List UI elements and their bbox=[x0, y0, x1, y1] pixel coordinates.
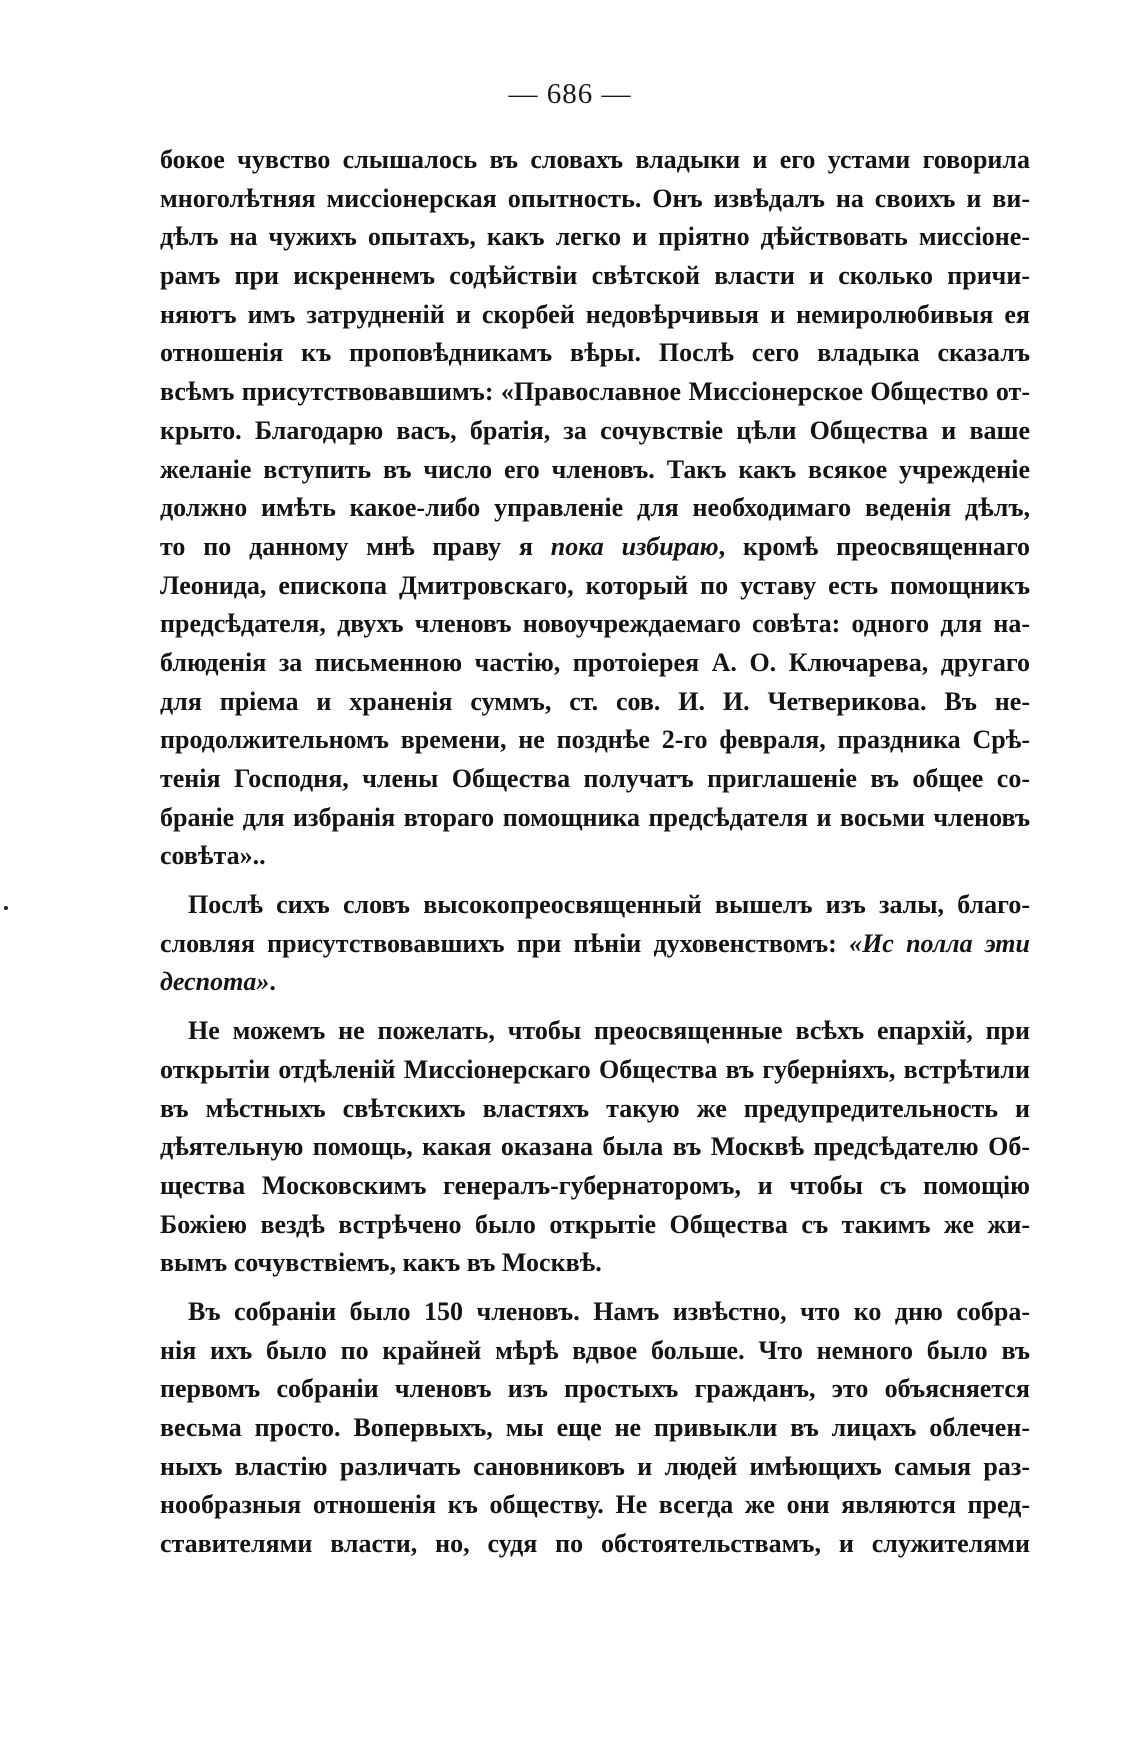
text-line: дѣлъ на чужихъ опытахъ, какъ легко и пріятно дѣйствовать миссіоне- bbox=[160, 222, 1030, 252]
text-line: многолѣтняя миссіонерская опытность. Онъ извѣдалъ на своихъ и ви- bbox=[160, 183, 1030, 213]
text-line-with-italic bbox=[160, 963, 1030, 1002]
text-line: бокое чувство слышалось въ словахъ владыки и его устами говорила bbox=[160, 145, 1030, 174]
text-line: совѣта».. bbox=[160, 841, 266, 871]
text-line: Послѣ сихъ словъ высокопреосвященный вышелъ изъ залы, благо- bbox=[188, 890, 1030, 920]
text-line: рамъ при искреннемъ содѣйствіи свѣтской власти и сколько причи- bbox=[160, 261, 1030, 291]
text-line: желаніе вступить въ число его членовъ. Такъ какъ всякое учрежденіе bbox=[160, 454, 1030, 484]
text-line: Не можемъ не пожелать, чтобы преосвященные всѣхъ епархій, при bbox=[188, 1016, 1030, 1046]
text-line: браніе для избранія втораго помощника предсѣдателя и восьми членовъ bbox=[160, 802, 1030, 832]
text-line: блюденія за письменною частію, протоіерея А. О. Ключарева, другаго bbox=[160, 647, 1030, 677]
text-fragment: . bbox=[269, 967, 276, 997]
paragraph-gap bbox=[160, 1283, 1030, 1293]
paragraph-gap bbox=[160, 876, 1030, 886]
text-line: предсѣдателя, двухъ членовъ новоучреждаемаго совѣта: одного для на- bbox=[160, 609, 1030, 639]
text-line: няютъ имъ затрудненій и скорбей недовѣрчивыя и немиролюбивыя ея bbox=[160, 299, 1030, 329]
text-line: открытіи отдѣленій Миссіонерскаго Общества въ губерніяхъ, встрѣтили bbox=[160, 1054, 1030, 1084]
text-line: крыто. Благодарю васъ, братія, за сочувствіе цѣли Общества и ваше bbox=[160, 415, 1030, 445]
body-text bbox=[160, 141, 1030, 1564]
text-line: продолжительномъ времени, не позднѣе 2-го февраля, праздника Срѣ- bbox=[160, 725, 1030, 755]
italic-phrase: деспота» bbox=[160, 967, 270, 997]
text-fragment: , кромѣ преосвященнаго bbox=[718, 531, 1030, 561]
text-line: щества Московскимъ генералъ-губернаторомъ, и чтобы съ помощію bbox=[160, 1170, 1030, 1200]
text-line: Божіею вездѣ встрѣчено было открытіе Общества съ такимъ же жи- bbox=[160, 1209, 1030, 1239]
text-line: должно имѣть какое-либо управленіе для необходимаго веденія дѣлъ, bbox=[160, 493, 1030, 523]
italic-phrase: пока избираю bbox=[550, 531, 719, 561]
page-number: — 686 — bbox=[508, 78, 632, 110]
text-fragment: то по данному мнѣ праву я bbox=[160, 531, 551, 561]
text-line: Леонида, епископа Дмитровскаго, который по уставу есть помощникъ bbox=[160, 570, 1030, 600]
italic-phrase: «Ис полла эти bbox=[849, 928, 1030, 958]
text-line: тенія Господня, члены Общества получатъ приглашеніе въ общее со- bbox=[160, 764, 1030, 793]
text-line: Въ собраніи было 150 членовъ. Намъ извѣстно, что ко дню собра- bbox=[188, 1296, 1030, 1326]
text-line-with-italic bbox=[160, 925, 1030, 964]
text-line-with-italic bbox=[160, 528, 1030, 567]
text-line: ныхъ властію различать сановниковъ и людей имѣющихъ самыя раз- bbox=[160, 1451, 1030, 1481]
text-line: отношенія къ проповѣдникамъ вѣры. Послѣ сего владыка сказалъ bbox=[160, 338, 1030, 368]
paragraph-gap bbox=[160, 1002, 1030, 1012]
margin-ink-speck bbox=[4, 906, 8, 910]
text-line: вымъ сочувствіемъ, какъ въ Москвѣ. bbox=[160, 1248, 602, 1278]
text-line: дѣятельную помощь, какая оказана была въ Москвѣ предсѣдателю Об- bbox=[160, 1132, 1030, 1162]
text-line: ставителями власти, но, судя по обстоятельствамъ, и служителями bbox=[160, 1529, 1030, 1559]
text-line: весьма просто. Вопервыхъ, мы еще не привыкли въ лицахъ облечен- bbox=[160, 1413, 1030, 1442]
text-line: въ мѣстныхъ свѣтскихъ властяхъ такую же предупредительность и bbox=[160, 1093, 1030, 1123]
text-line: всѣмъ присутствовавшимъ: «Православное Миссіонерское Общество от- bbox=[160, 377, 1030, 407]
text-line: нообразныя отношенія къ обществу. Не всегда же они являются пред- bbox=[160, 1490, 1030, 1520]
text-fragment: словляя присутствовавшихъ при пѣніи духовенствомъ: bbox=[160, 928, 850, 958]
text-line: нія ихъ было по крайней мѣрѣ вдвое больше. Что немного было въ bbox=[160, 1335, 1030, 1365]
text-line: первомъ собраніи членовъ изъ простыхъ гражданъ, это объясняется bbox=[160, 1374, 1030, 1404]
text-line: для пріема и храненія суммъ, ст. сов. И. И. Четверикова. Въ не- bbox=[160, 686, 1030, 716]
